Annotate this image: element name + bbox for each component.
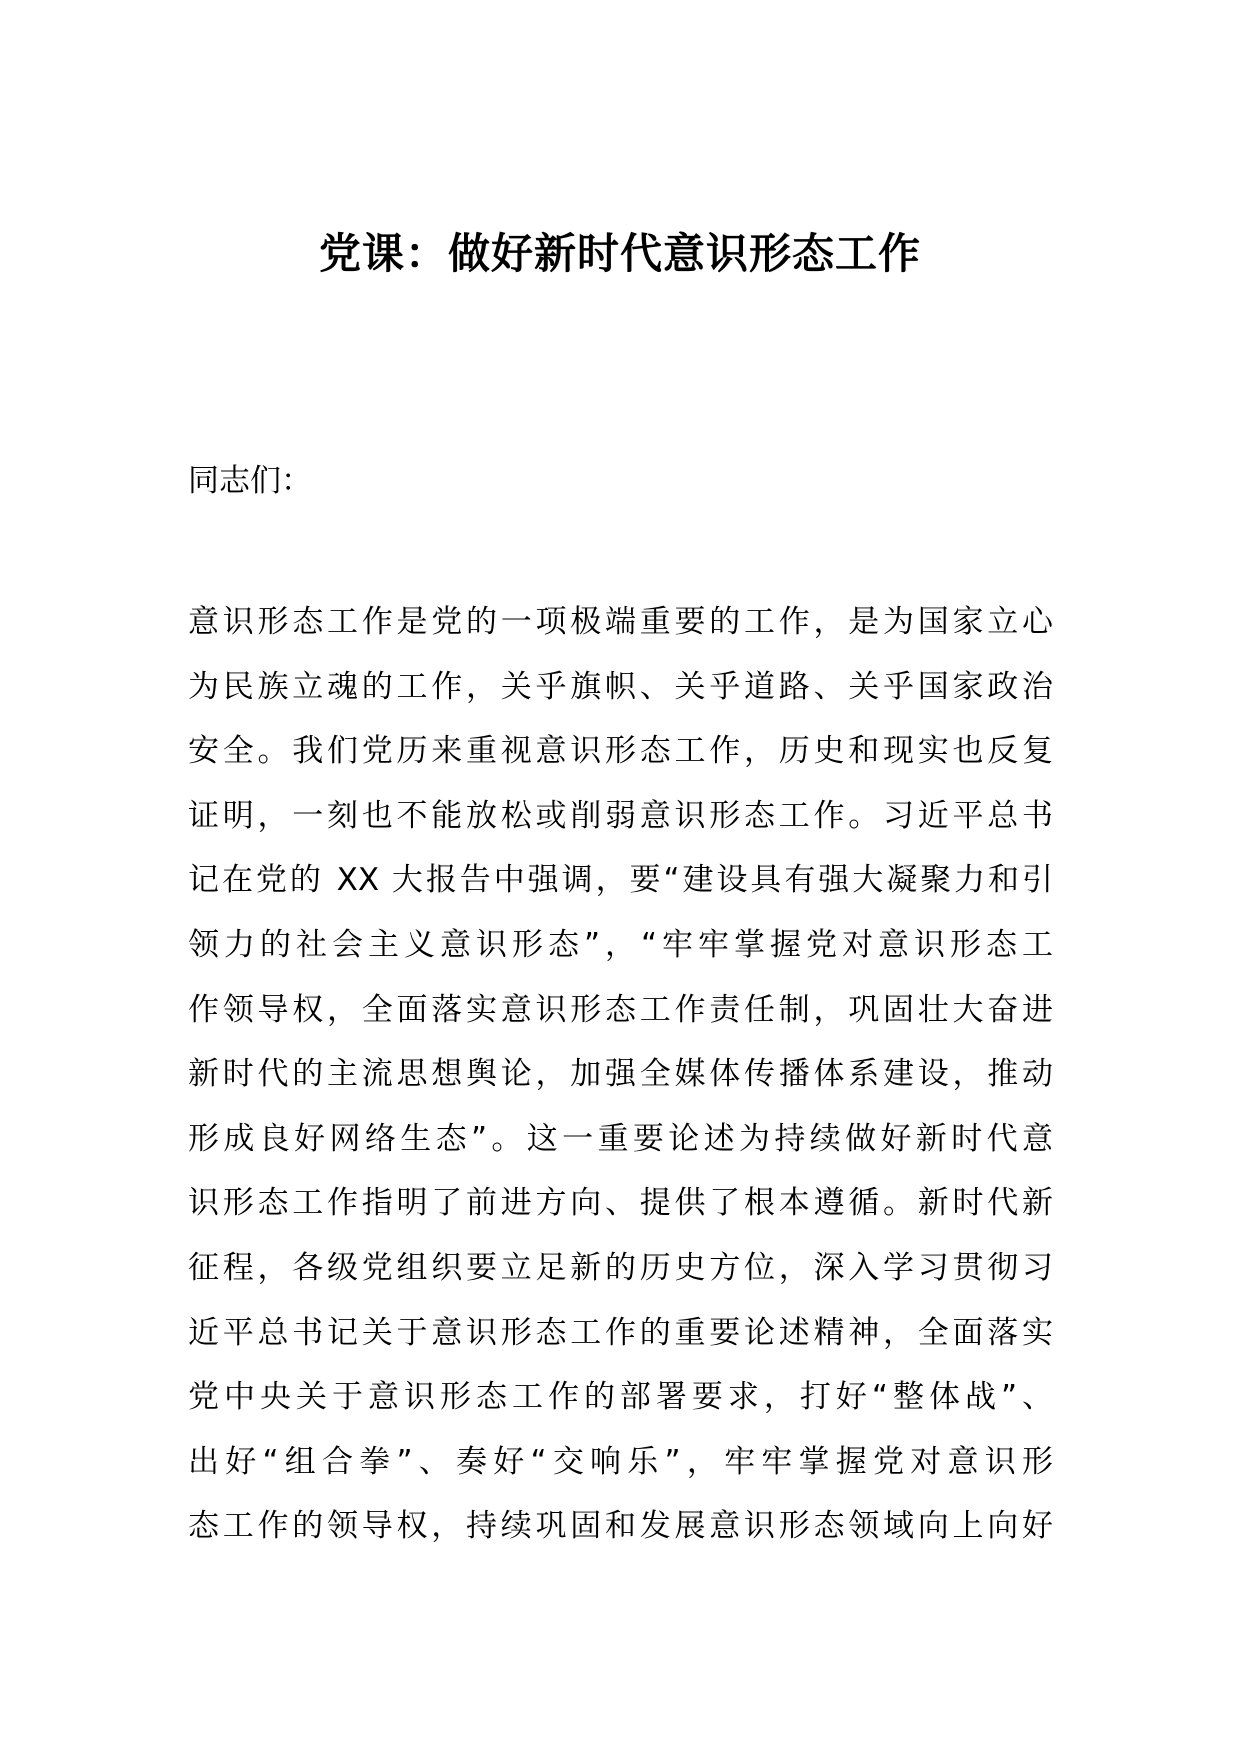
- paragraph-line: 征程，各级党组织要立足新的历史方位，深入学习贯彻习: [188, 1249, 1053, 1286]
- paragraph-line: 新时代的主流思想舆论，加强全媒体传播体系建设，推动: [188, 1056, 1053, 1093]
- paragraph-line: 态工作的领导权，持续巩固和发展意识形态领域向上向好: [188, 1508, 1053, 1545]
- paragraph-line: 安全。我们党历来重视意识形态工作，历史和现实也反复: [188, 733, 1053, 770]
- paragraph-line: 为民族立魂的工作，关乎旗帜、关乎道路、关乎国家政治: [188, 668, 1053, 705]
- paragraph-line: 领力的社会主义意识形态”，“牢牢掌握党对意识形态工: [188, 926, 1053, 963]
- paragraph-line: 意识形态工作是党的一项极端重要的工作，是为国家立心: [188, 604, 1053, 640]
- paragraph-line: 党中央关于意识形态工作的部署要求，打好“整体战”、: [188, 1379, 1053, 1416]
- paragraph-line: 作领导权，全面落实意识形态工作责任制，巩固壮大奋进: [188, 991, 1053, 1028]
- body-paragraph: [188, 590, 1053, 1559]
- paragraph-line: 识形态工作指明了前进方向、提供了根本遵循。新时代新: [188, 1185, 1053, 1222]
- paragraph-line: 记在党的 XX 大报告中强调，要“建设具有强大凝聚力和引: [188, 862, 1053, 899]
- document-title: 党课：做好新时代意识形态工作: [318, 229, 921, 279]
- salutation: 同志们：: [188, 463, 312, 499]
- paragraph-line: 出好“组合拳”、奏好“交响乐”，牢牢掌握党对意识形: [188, 1443, 1053, 1480]
- paragraph-line: 形成良好网络生态”。这一重要论述为持续做好新时代意: [188, 1120, 1053, 1157]
- paragraph-line: 近平总书记关于意识形态工作的重要论述精神，全面落实: [188, 1314, 1053, 1351]
- paragraph-line: 证明，一刻也不能放松或削弱意识形态工作。习近平总书: [188, 797, 1053, 834]
